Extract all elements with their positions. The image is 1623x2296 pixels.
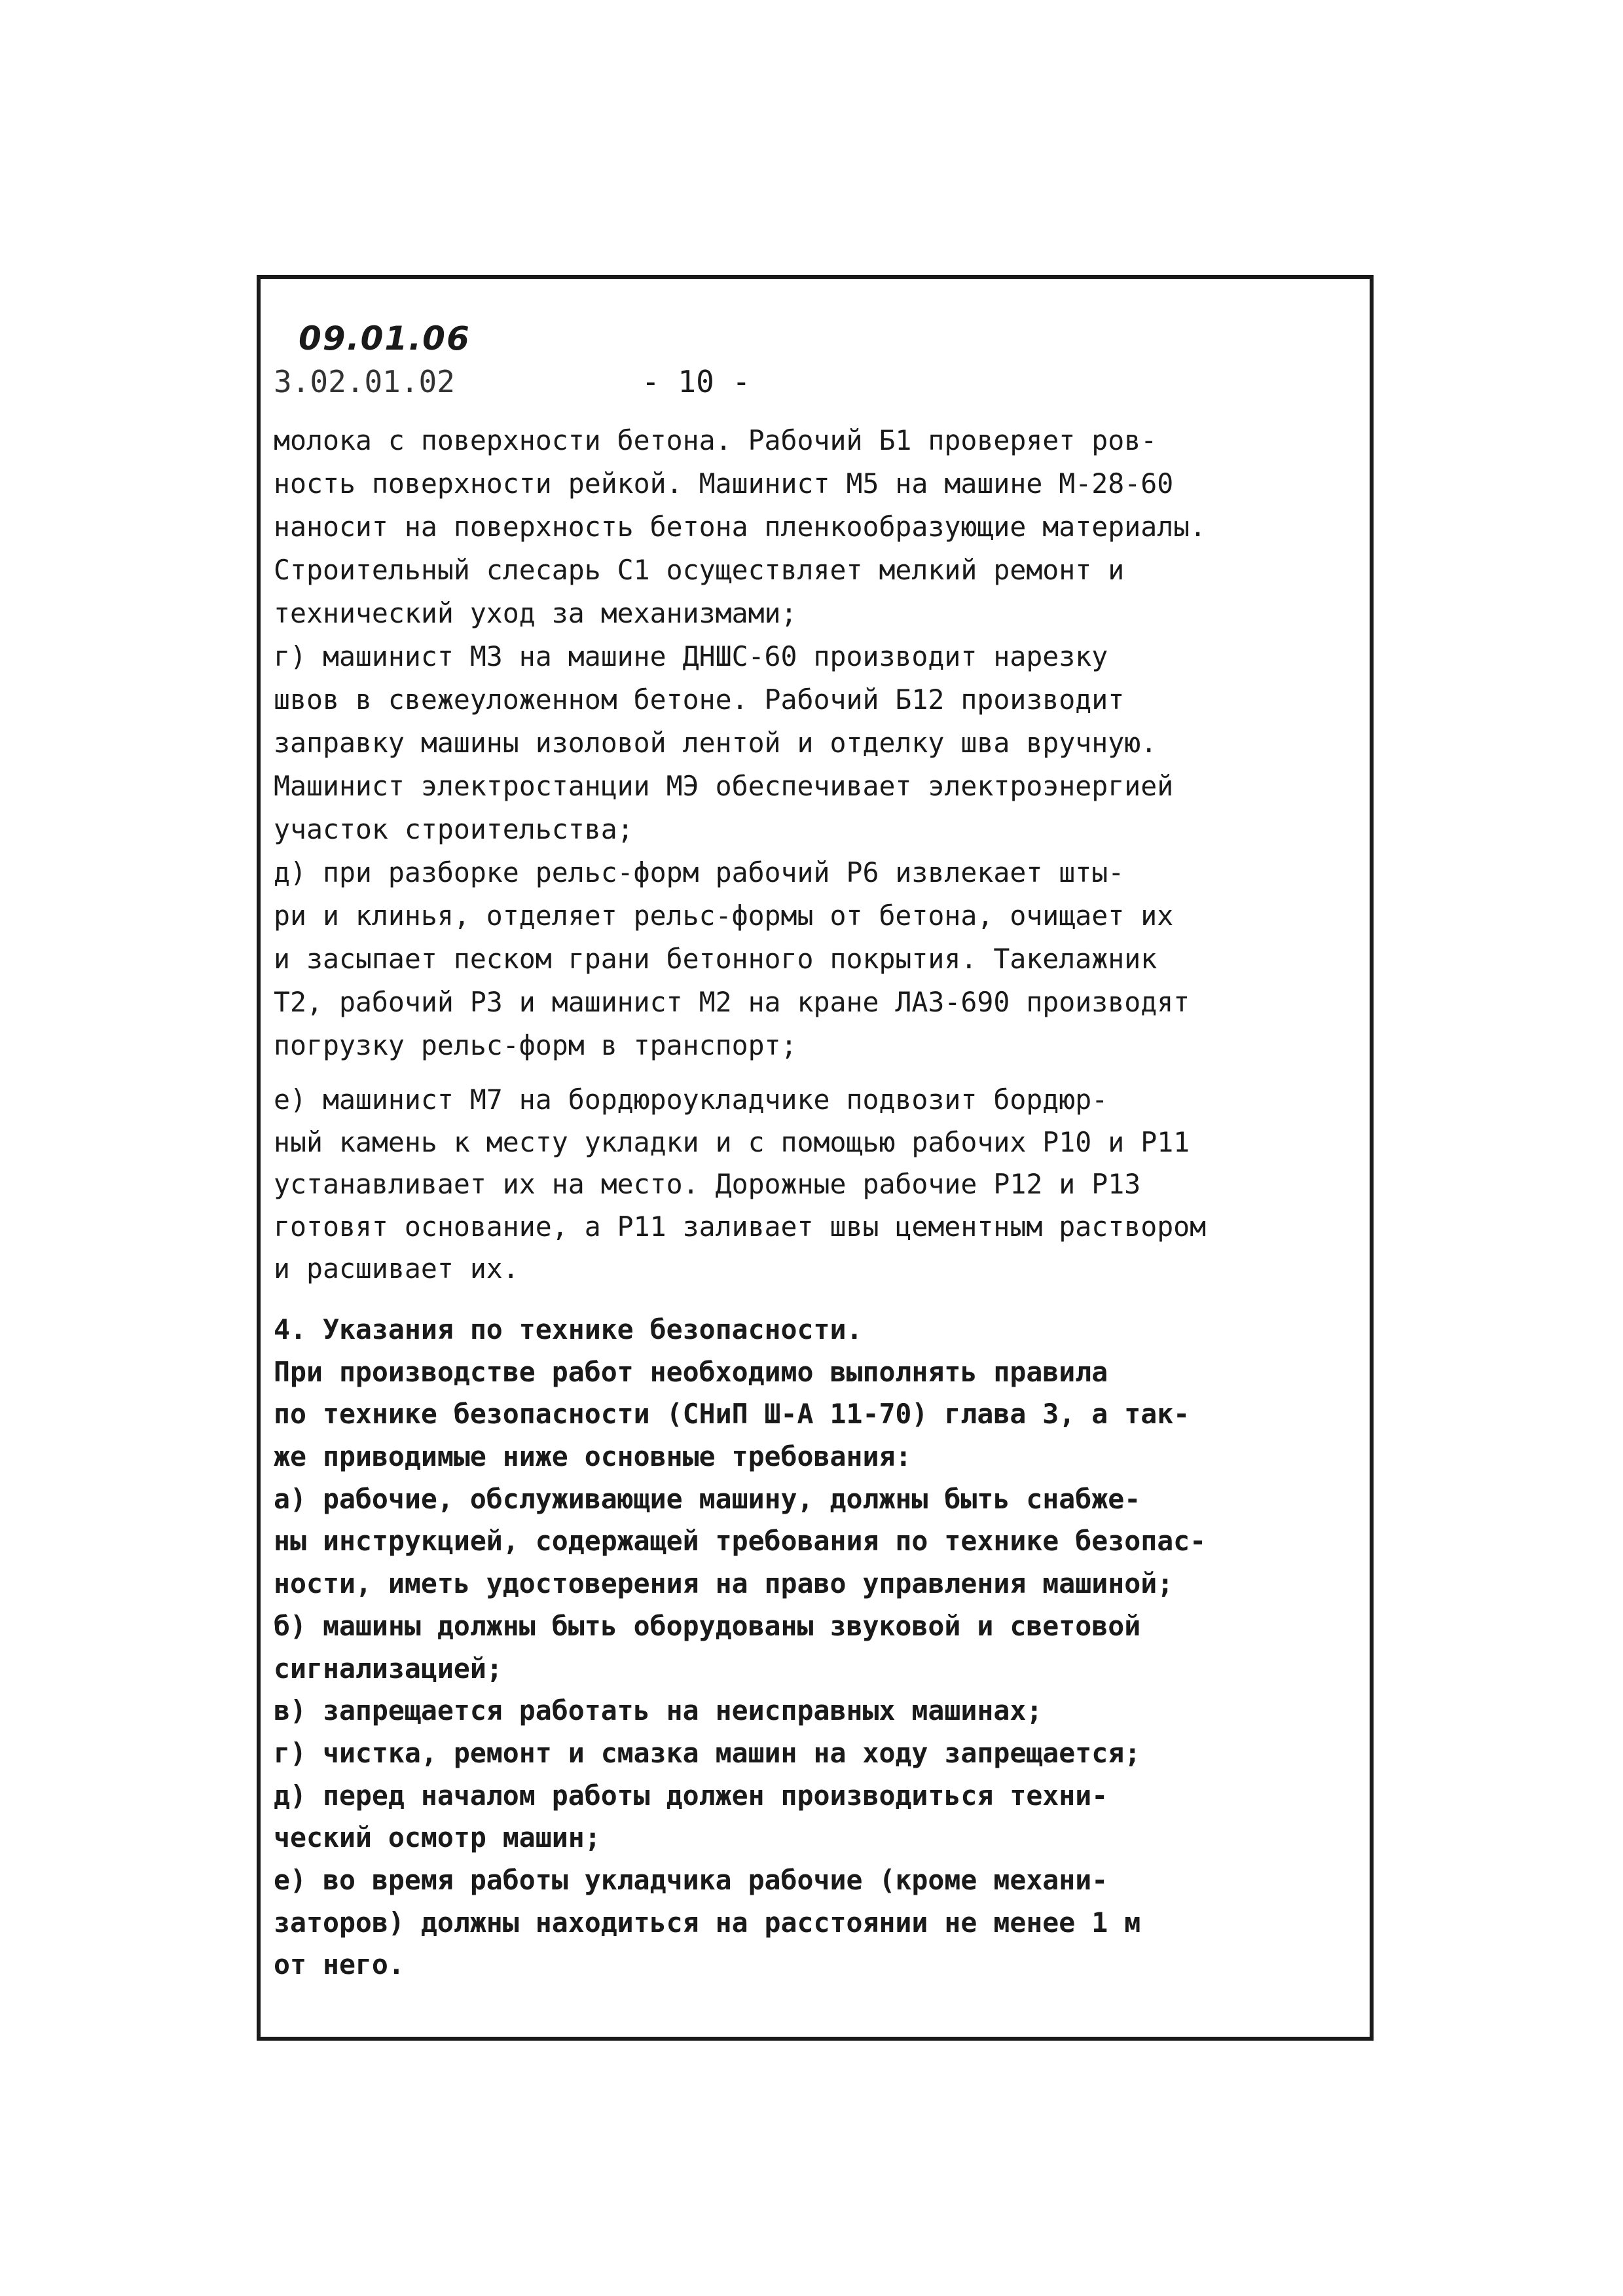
text-line: б) машины должны быть оборудованы звуковой и световой (274, 1609, 1141, 1642)
text-line: погрузку рельс-форм в транспорт; (274, 1029, 797, 1061)
text-line: г) машинист М3 на машине ДНШС-60 производит нарезку (274, 640, 1108, 672)
text-line: участок строительства; (274, 813, 634, 845)
body-text-middle (274, 1079, 1367, 1290)
text-line: д) при разборке рельс-форм рабочий Р6 извлекает шты- (274, 856, 1125, 888)
text-line: ческий осмотр машин; (274, 1821, 601, 1854)
text-line: г) чистка, ремонт и смазка машин на ходу запрещается; (274, 1736, 1141, 1769)
text-line: заторов) должны находиться на расстоянии не менее 1 м (274, 1906, 1141, 1939)
body-text-top (274, 419, 1367, 1067)
text-line: сигнализацией; (274, 1652, 503, 1685)
text-line: устанавливает их на место. Дорожные рабочие Р12 и Р13 (274, 1168, 1141, 1200)
text-line: по технике безопасности (СНиП Ш-А 11-70) глава 3, а так- (274, 1398, 1190, 1430)
text-line: а) рабочие, обслуживающие машину, должны быть снабже- (274, 1482, 1141, 1515)
text-line: д) перед началом работы должен производиться техни- (274, 1779, 1108, 1812)
text-line: е) во время работы укладчика рабочие (кроме механи- (274, 1863, 1108, 1896)
text-line: Машинист электростанции МЭ обеспечивает электроэнергией (274, 770, 1174, 802)
text-line: Т2, рабочий Р3 и машинист М2 на кране ЛАЗ-690 производят (274, 986, 1190, 1018)
text-line: и засыпает песком грани бетонного покрытия. Такелажник (274, 943, 1158, 975)
document-code: 3.02.01.02 (274, 364, 455, 399)
text-line: швов в свежеуложенном бетоне. Рабочий Б12 производит (274, 683, 1125, 716)
text-line: ности, иметь удостоверения на право управления машиной; (274, 1567, 1174, 1600)
handwritten-code: 09.01.06 (299, 319, 471, 357)
text-line: же приводимые ниже основные требования: (274, 1440, 912, 1473)
text-line: технический уход за механизмами; (274, 597, 797, 629)
section-heading: 4. Указания по технике безопасности. (274, 1313, 863, 1345)
text-line: в) запрещается работать на неисправных машинах; (274, 1694, 1043, 1727)
page-number: - 10 - (642, 364, 751, 399)
text-line: Строительный слесарь С1 осуществляет мелкий ремонт и (274, 554, 1125, 586)
text-line: готовят основание, а Р11 заливает швы цементным раствором (274, 1210, 1207, 1243)
text-line: и расшивает их. (274, 1252, 519, 1285)
text-line: ри и клинья, отделяет рельс-формы от бетона, очищает их (274, 900, 1174, 932)
text-line: заправку машины изоловой лентой и отделку шва вручную. (274, 727, 1158, 759)
text-line: от него. (274, 1948, 405, 1981)
text-line: ный камень к месту укладки и с помощью рабочих Р10 и Р11 (274, 1125, 1190, 1158)
text-line: ны инструкцией, содержащей требования по технике безопас- (274, 1525, 1207, 1558)
text-line: е) машинист М7 на бордюроукладчике подвозит бордюр- (274, 1084, 1108, 1116)
text-line: молока с поверхности бетона. Рабочий Б1 проверяет ров- (274, 424, 1158, 456)
text-line: При производстве работ необходимо выполнять правила (274, 1355, 1108, 1388)
text-line: ность поверхности рейкой. Машинист М5 на машине М-28-60 (274, 467, 1174, 500)
text-line: наносит на поверхность бетона пленкообразующие материалы. (274, 511, 1207, 543)
body-text-bottom (274, 1309, 1367, 1986)
